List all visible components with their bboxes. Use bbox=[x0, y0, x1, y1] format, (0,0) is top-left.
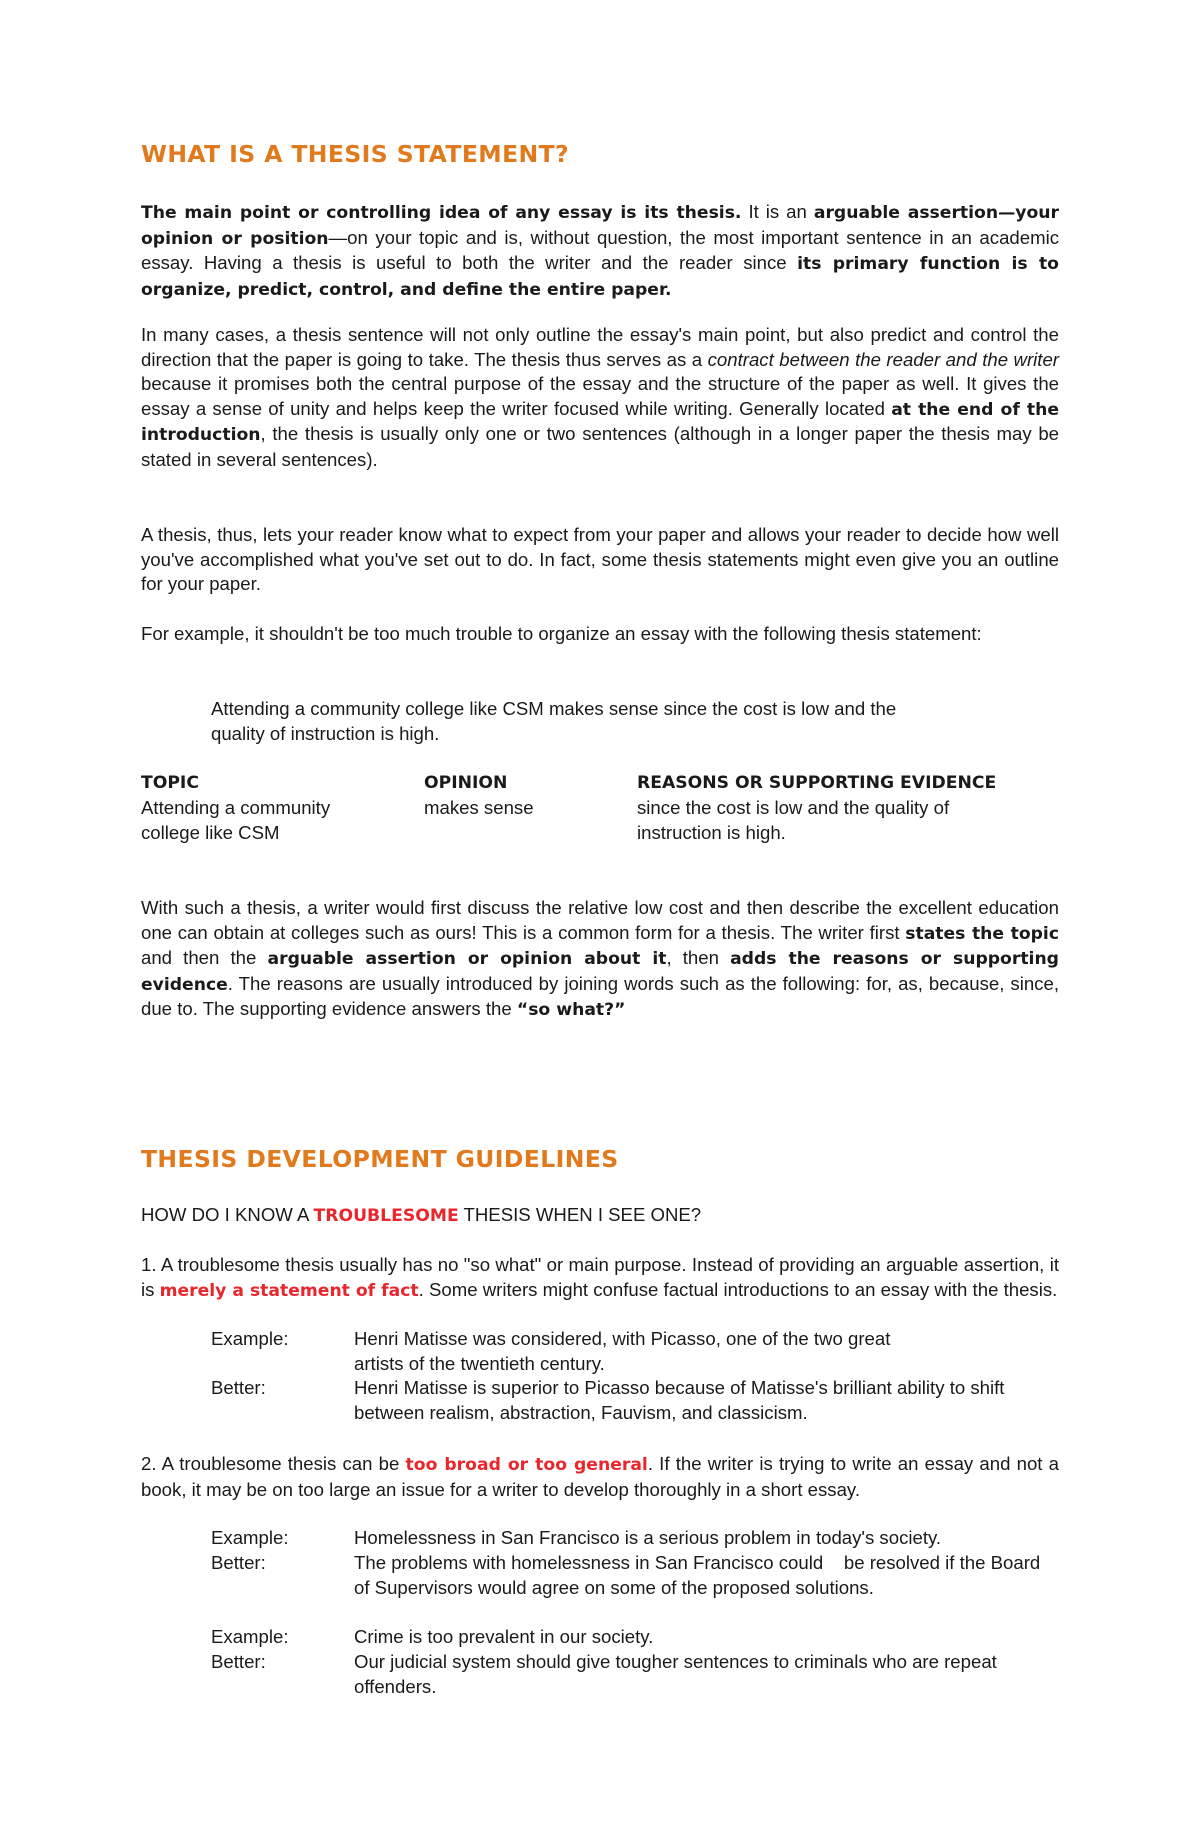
bold-text: adds the reasons or supporting evidence bbox=[141, 949, 1059, 995]
heading-what-is-thesis: WHAT IS A THESIS STATEMENT? bbox=[141, 140, 570, 168]
bold-text: arguable assertion—your opinion or position bbox=[141, 203, 1059, 249]
guideline-item-2 bbox=[141, 1452, 1059, 1502]
bold-text: at the end of the introduction bbox=[141, 399, 1059, 446]
paragraph-expectation: A thesis, thus, lets your reader know what to expect from your paper and allows your reader to decide how well you've accomplished what you've set out to do. In fact, some thesis statements might even give you an outline for your paper. bbox=[141, 524, 1059, 595]
bold-text: its primary function is to organize, predict, control, and define the entire paper. bbox=[141, 254, 1059, 300]
bold-text: states the topic bbox=[905, 923, 1060, 944]
example-text: Crime is too prevalent in our society. bbox=[354, 1626, 654, 1647]
bold-text: arguable assertion or opinion about it bbox=[267, 949, 667, 970]
table-header-topic: TOPIC bbox=[141, 773, 199, 793]
table-header-reasons: REASONS OR SUPPORTING EVIDENCE bbox=[637, 773, 997, 793]
text-run: 1. A troublesome thesis usually has no "so what" or main purpose. Instead of providing an arguable assertion, it is bbox=[141, 1254, 1059, 1300]
table-cell-reasons: since the cost is low and the quality of instruction is high. bbox=[637, 797, 950, 843]
text-run: , the thesis is usually only one or two sentences (although in a longer paper the thesis may be stated in several sentences). bbox=[141, 423, 1059, 470]
heading-guidelines: THESIS DEVELOPMENT GUIDELINES bbox=[141, 1145, 619, 1173]
text-run: . Some writers might confuse factual introductions to an essay with the thesis. bbox=[418, 1278, 1058, 1300]
text-run: because it promises both the central purpose of the essay and the structure of the paper as well. It gives the essay a sense of unity and helps keep the writer focused while writing. Generally located bbox=[141, 373, 1059, 419]
example-text: Henri Matisse was considered, with Picasso, one of the two great artists of the twentieth century. bbox=[354, 1328, 891, 1374]
emphasis-text: merely a statement of fact bbox=[159, 1280, 419, 1301]
text-run: HOW DO I KNOW A bbox=[141, 1204, 314, 1225]
text-run: . The reasons are usually introduced by joining words such as the following: for, as, because, since, due to. The supporting evidence answers the bbox=[141, 972, 1059, 1020]
paragraph-definition bbox=[141, 200, 1059, 302]
table-cell-opinion: makes sense bbox=[424, 797, 534, 818]
better-text: Henri Matisse is superior to Picasso because of Matisse's brilliant ability to shift between realism, abstraction, Fauvism, and classicism. bbox=[354, 1377, 1005, 1423]
text-run: 2. A troublesome thesis can be bbox=[141, 1453, 406, 1474]
guideline-item-1 bbox=[141, 1253, 1059, 1303]
bold-text: The main point or controlling idea of any essay is its thesis. bbox=[141, 203, 742, 223]
emphasis-text: too broad or too general bbox=[405, 1455, 648, 1475]
quoted-thesis-example: Attending a community college like CSM makes sense since the cost is low and the quality of instruction is high. bbox=[211, 698, 897, 744]
paragraph-question bbox=[141, 1203, 1059, 1229]
paragraph-example-intro: For example, it shouldn't be too much trouble to organize an essay with the following thesis statement: bbox=[141, 623, 982, 644]
text-run: —on your topic and is, without question, the most important sentence in an academic essay. Having a thesis is useful to both the writer and the reader since bbox=[141, 226, 1060, 274]
better-label: Better: bbox=[211, 1377, 266, 1398]
text-run: THESIS WHEN I SEE ONE? bbox=[458, 1204, 702, 1225]
better-text: The problems with homelessness in San Francisco could be resolved if the Board of Supervisors would agree on some of the proposed solutions. bbox=[354, 1552, 1046, 1598]
emphasis-text: TROUBLESOME bbox=[313, 1206, 459, 1226]
better-text: Our judicial system should give tougher sentences to criminals who are repeat offenders. bbox=[354, 1651, 997, 1697]
bold-text: “so what?” bbox=[516, 1000, 626, 1021]
example-label: Example: bbox=[211, 1527, 289, 1548]
text-run: , then bbox=[666, 947, 731, 969]
text-run: In many cases, a thesis sentence will not only outline the essay's main point, but also predict and control the direction that the paper is going to take. The thesis thus serves as a bbox=[141, 324, 1059, 370]
paragraph-thesis-form bbox=[141, 896, 1059, 1023]
text-run: With such a thesis, a writer would first discuss the relative low cost and then describe the excellent education one can obtain at colleges such as ours! This is a common form for a thesis. The writer first bbox=[141, 897, 1059, 943]
example-text: Homelessness in San Francisco is a serious problem in today's society. bbox=[354, 1527, 942, 1548]
better-label: Better: bbox=[211, 1552, 266, 1573]
example-label: Example: bbox=[211, 1328, 289, 1349]
better-label: Better: bbox=[211, 1651, 266, 1672]
italic-text: contract between the reader and the writer bbox=[707, 348, 1059, 370]
text-run: and then the bbox=[141, 947, 268, 969]
table-header-opinion: OPINION bbox=[424, 773, 508, 793]
example-label: Example: bbox=[211, 1626, 289, 1647]
text-run: It is an bbox=[741, 201, 814, 222]
paragraph-function bbox=[141, 323, 1059, 473]
text-run: . If the writer is trying to write an essay and not a book, it may be on too large an issue for a writer to develop thoroughly in a short essay. bbox=[141, 1453, 1059, 1500]
table-cell-topic: Attending a community college like CSM bbox=[141, 797, 331, 843]
